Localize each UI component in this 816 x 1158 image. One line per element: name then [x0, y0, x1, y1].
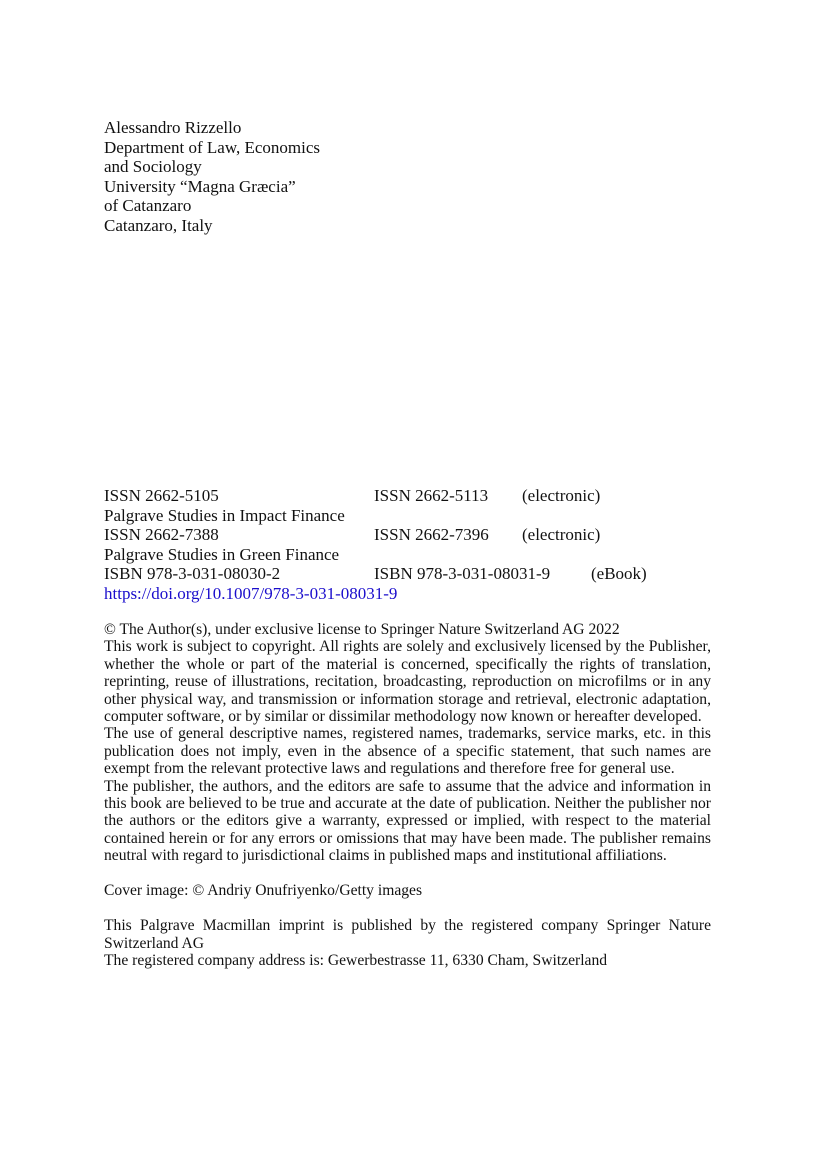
electronic-note: (electronic) — [522, 525, 601, 544]
series-title: Palgrave Studies in Impact Finance — [104, 505, 345, 525]
ebook-isbn: ISBN 978-3-031-08031-9 — [374, 564, 551, 583]
company-address: The registered company address is: Gewerbestrasse 11, 6330 Cham, Switzerland — [104, 951, 608, 969]
disclaimer-paragraph: The publisher, the authors, and the editors are safe to assume that the advice and information in this book are believed to be true and accurate at the date of publication. Neither the publisher nor the authors or the editors give a warranty, expressed or implied, with respect to the material contained herein or for any errors or omissions that may have been made. The publisher remains neutral with regard to jurisdictional claims in published maps and institutional affiliations. — [104, 777, 711, 865]
doi-link[interactable]: https://doi.org/10.1007/978-3-031-08031-9 — [104, 583, 398, 603]
isbn-row — [104, 564, 724, 584]
series-title-row — [104, 545, 724, 565]
electronic-note: (electronic) — [522, 486, 601, 505]
author-location: Catanzaro, Italy — [104, 215, 213, 235]
ebook-note: (eBook) — [591, 564, 647, 583]
legal-notice — [104, 621, 711, 969]
print-isbn: ISBN 978-3-031-08030-2 — [104, 564, 281, 583]
copyright-line: © The Author(s), under exclusive license to Springer Nature Switzerland AG 2022 — [104, 621, 620, 638]
print-issn: ISSN 2662-7388 — [104, 525, 219, 544]
series-title: Palgrave Studies in Green Finance — [104, 544, 340, 564]
author-department-cont: and Sociology — [104, 157, 202, 176]
electronic-issn: ISSN 2662-5113 — [374, 486, 489, 505]
doi-row — [104, 584, 724, 604]
print-issn: ISSN 2662-5105 — [104, 486, 219, 505]
rights-paragraph: This work is subject to copyright. All rights are solely and exclusively licensed by the Publisher, whether the whole or part of the material is concerned, specifically the rights of translation, reprinting, reuse of illustrations, recitation, broadcasting, reproduction on microfilms or in any other physical way, and transmission or information storage and retrieval, electronic adaptation, computer software, or by similar or dissimilar methodology now known or hereafter developed. — [104, 638, 711, 726]
spacer — [104, 865, 711, 883]
series-identifiers — [104, 486, 724, 603]
trademark-paragraph: The use of general descriptive names, registered names, trademarks, service marks, etc. in this publication does not imply, even in the absence of a specific statement, that such names are exempt from the relevant protective laws and regulations and therefore free for general use. — [104, 725, 711, 778]
author-name: Alessandro Rizzello — [104, 118, 242, 137]
issn-row-impact — [104, 486, 724, 506]
author-university-cont: of Catanzaro — [104, 196, 192, 215]
series-title-row — [104, 506, 724, 526]
issn-row-green — [104, 525, 724, 545]
author-university: University “Magna Græcia” — [104, 176, 296, 196]
spacer — [104, 900, 711, 918]
cover-credit: Cover image: © Andriy Onufriyenko/Getty images — [104, 882, 423, 900]
author-department: Department of Law, Economics — [104, 137, 321, 157]
author-affiliation — [104, 118, 320, 235]
electronic-issn: ISSN 2662-7396 — [374, 525, 489, 544]
imprint-statement: This Palgrave Macmillan imprint is published by the registered company Springer Nature Switzerland AG — [104, 917, 711, 952]
